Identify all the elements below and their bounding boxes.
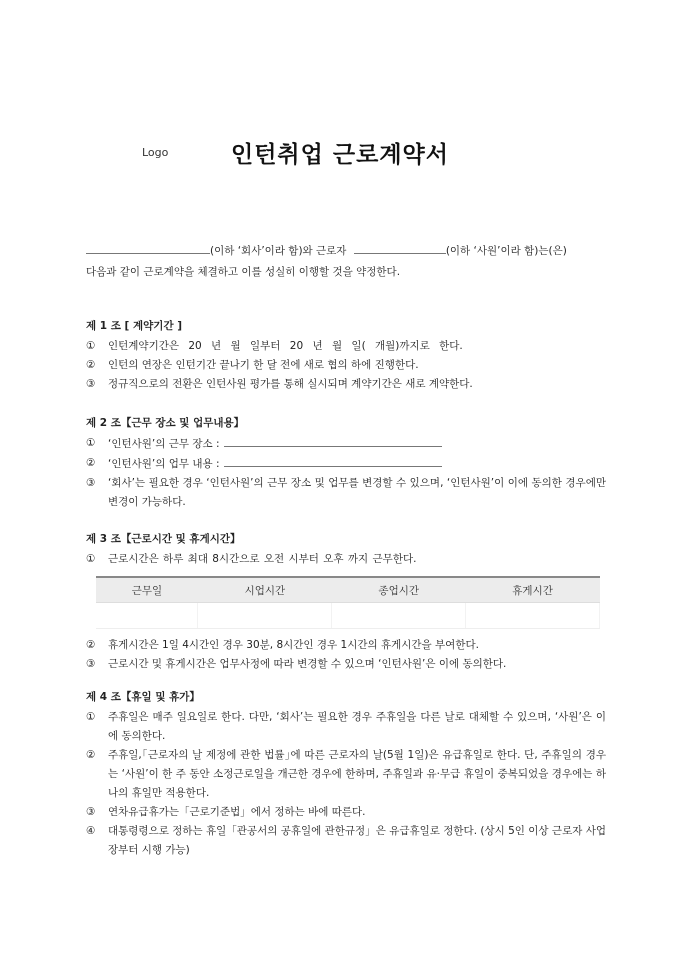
item-text: 대통령령으로 정하는 휴일「관공서의 공휴일에 관한규정」은 유급휴일로 정한다. (상시 5인 이상 근로자 사업장부터 시행 가능)	[108, 825, 606, 856]
table-cell	[96, 603, 198, 629]
intro-line-1	[86, 241, 606, 262]
item-text: 인턴계약기간은 20 년 월 일부터 20 년 월 일( 개월)까지로 한다.	[108, 340, 463, 352]
article-4	[86, 688, 606, 860]
item-text: ‘인턴사원’의 업무 내용 :	[108, 458, 220, 470]
article-1-title: 제 1 조 [ 계약기간 ]	[86, 320, 183, 332]
list-item	[86, 803, 606, 822]
table-row	[96, 603, 600, 629]
intro-employee-text: (이하 ‘사원’이라 함)는(은)	[445, 245, 567, 257]
list-item	[86, 636, 606, 655]
list-item	[86, 655, 606, 674]
table-cell	[332, 603, 466, 629]
work-place-blank	[224, 434, 442, 447]
item-number: ①	[86, 711, 96, 723]
item-text: ‘인턴사원’의 근무 장소 :	[108, 438, 220, 450]
intro-company-text: (이하 ‘회사’이라 함)와 근로자	[210, 245, 347, 257]
table-header-cell: 휴게시간	[466, 577, 600, 603]
work-schedule-table	[96, 576, 600, 629]
list-item	[86, 474, 606, 512]
item-number: ④	[86, 825, 96, 837]
item-number: ②	[86, 639, 96, 651]
intro-paragraph	[86, 241, 606, 283]
table-header-cell: 근무일	[96, 577, 198, 603]
item-number: ①	[86, 340, 96, 352]
item-text: 휴게시간은 1일 4시간인 경우 30분, 8시간인 경우 1시간의 휴게시간을 부여한다.	[108, 639, 479, 651]
table-header-row	[96, 577, 600, 603]
intro-line-2: 다음과 같이 근로계약을 체결하고 이를 성실히 이행할 것을 약정한다.	[86, 266, 401, 278]
list-item	[86, 337, 606, 356]
item-number: ③	[86, 477, 96, 489]
item-number: ②	[86, 749, 96, 761]
item-text: ‘회사’는 필요한 경우 ‘인턴사원’의 근무 장소 및 업무를 변경할 수 있으며, ‘인턴사원’이 이에 동의한 경우에만 변경이 가능하다.	[108, 477, 606, 508]
item-number: ③	[86, 806, 96, 818]
list-item	[86, 356, 606, 375]
item-number: ②	[86, 457, 96, 469]
item-number: ②	[86, 359, 96, 371]
item-text: 근로시간 및 휴게시간은 업무사정에 따라 변경할 수 있으며 ‘인턴사원’은 이에 동의한다.	[108, 658, 507, 670]
list-item	[86, 375, 606, 394]
list-item	[86, 822, 606, 860]
list-item	[86, 708, 606, 746]
article-2-title: 제 2 조【근무 장소 및 업무내용】	[86, 417, 245, 429]
article-3	[86, 530, 606, 674]
work-content-blank	[224, 454, 442, 467]
company-name-blank	[86, 242, 210, 254]
article-2	[86, 414, 606, 512]
item-text: 인턴의 연장은 인턴기간 끝나기 한 달 전에 새로 협의 하에 진행한다.	[108, 359, 419, 371]
table-cell	[466, 603, 600, 629]
logo: Logo	[142, 146, 169, 159]
list-item	[86, 746, 606, 803]
article-4-title: 제 4 조【휴일 및 휴가】	[86, 691, 200, 703]
item-text: 주휴일은 매주 일요일로 한다. 다만, ‘회사’는 필요한 경우 주휴일을 다른 날로 대체할 수 있으며, ‘사원’은 이에 동의한다.	[108, 711, 606, 742]
article-3-title: 제 3 조【근로시간 및 휴게시간】	[86, 533, 241, 545]
table-cell	[198, 603, 332, 629]
document-title: 인턴취업 근로계약서	[231, 142, 449, 168]
employee-name-blank	[354, 242, 446, 254]
item-number: ③	[86, 658, 96, 670]
table-header-cell: 종업시간	[332, 577, 466, 603]
item-text: 연차유급휴가는「근로기준법」에서 정하는 바에 따른다.	[108, 806, 366, 818]
list-item	[86, 434, 606, 454]
item-number: ③	[86, 378, 96, 390]
item-number: ①	[86, 437, 96, 449]
item-text: 근로시간은 하루 최대 8시간으로 오전 시부터 오후 까지 근무한다.	[108, 553, 417, 565]
article-1	[86, 317, 606, 394]
list-item	[86, 454, 606, 474]
list-item	[86, 550, 606, 569]
item-text: 주휴일,｢근로자의 날 제정에 관한 법률｣에 따른 근로자의 날(5월 1일)은 유급휴일로 한다. 단, 주휴일의 경우는 ‘사원’이 한 주 동안 소정근로일을 개근한 경우에 한하며, 주휴일과 유·무급 휴일이 중복되었을 경우에는 하나의 휴일만 적용한다.	[108, 749, 606, 799]
table-header-cell: 시업시간	[198, 577, 332, 603]
item-number: ①	[86, 553, 96, 565]
item-text: 정규직으로의 전환은 인턴사원 평가를 통해 실시되며 계약기간은 새로 계약한다.	[108, 378, 473, 390]
